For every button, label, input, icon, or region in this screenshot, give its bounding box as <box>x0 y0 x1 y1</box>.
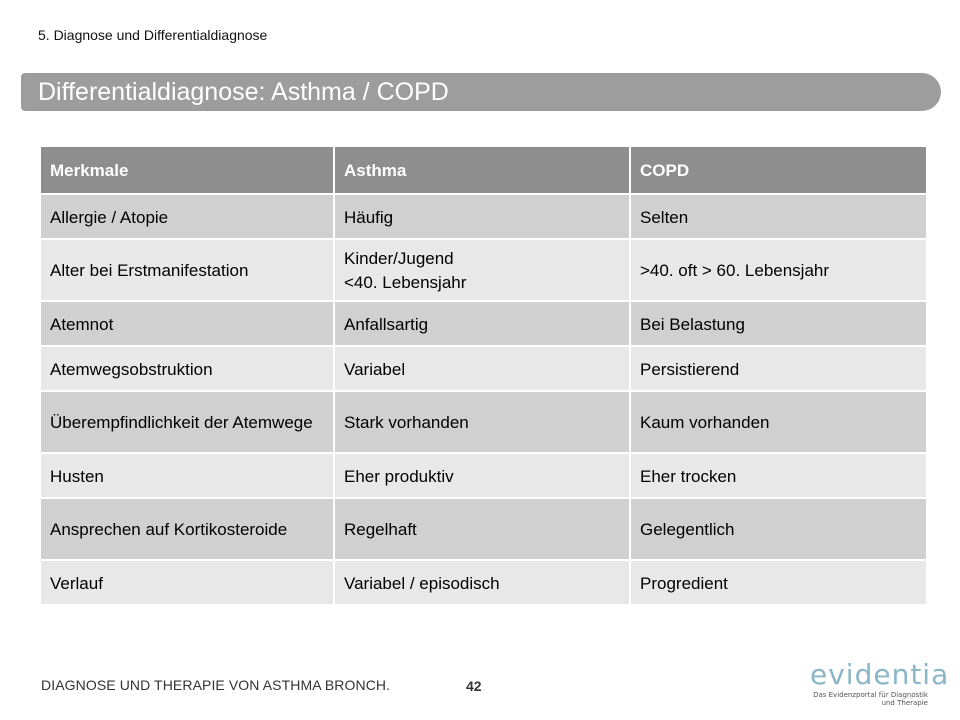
footer-text: DIAGNOSE UND THERAPIE VON ASTHMA BRONCH. <box>41 677 391 693</box>
table-cell: Eher trocken <box>630 453 926 498</box>
table-cell: >40. oft > 60. Lebensjahr <box>630 239 926 301</box>
table-row <box>41 391 926 453</box>
table-cell: Allergie / Atopie <box>41 194 334 239</box>
table-cell: Häufig <box>334 194 630 239</box>
table-cell: Regelhaft <box>334 498 630 560</box>
table-cell: Stark vorhanden <box>334 391 630 453</box>
table-cell: Anfallsartig <box>334 301 630 346</box>
table-cell: Husten <box>41 453 334 498</box>
evidentia-logo <box>810 658 950 708</box>
page-number: 42 <box>466 678 482 694</box>
column-header-merkmale: Merkmale <box>41 147 334 194</box>
table-cell: Variabel <box>334 346 630 391</box>
table-cell: Eher produktiv <box>334 453 630 498</box>
column-header-copd: COPD <box>630 147 926 194</box>
table-cell: Persistierend <box>630 346 926 391</box>
table-row <box>41 560 926 605</box>
table-cell: Atemwegsobstruktion <box>41 346 334 391</box>
differential-diagnosis-table <box>41 147 926 606</box>
table-cell: Selten <box>630 194 926 239</box>
table-cell: Überempfindlichkeit der Atemwege <box>41 391 334 453</box>
table-cell: Variabel / episodisch <box>334 560 630 605</box>
table-cell: Kaum vorhanden <box>630 391 926 453</box>
table-row <box>41 346 926 391</box>
title-bar <box>21 73 941 111</box>
table-cell: Progredient <box>630 560 926 605</box>
table-row <box>41 453 926 498</box>
logo-tagline: Das Evidenzportal für Diagnostik und Therapie <box>813 691 928 707</box>
slide-title: Differentialdiagnose: Asthma / COPD <box>38 78 449 106</box>
table-cell: Ansprechen auf Kortikosteroide <box>41 498 334 560</box>
logo-wordmark: evidentia <box>810 658 950 691</box>
table-cell: Kinder/Jugend <40. Lebensjahr <box>334 239 630 301</box>
table-header-row <box>41 147 926 194</box>
table-row <box>41 194 926 239</box>
table-cell: Gelegentlich <box>630 498 926 560</box>
table-cell: Alter bei Erstmanifestation <box>41 239 334 301</box>
table-cell: Verlauf <box>41 560 334 605</box>
table-cell: Atemnot <box>41 301 334 346</box>
section-label: 5. Diagnose und Differentialdiagnose <box>38 27 268 43</box>
table-row <box>41 239 926 301</box>
column-header-asthma: Asthma <box>334 147 630 194</box>
table-cell: Bei Belastung <box>630 301 926 346</box>
table-row <box>41 498 926 560</box>
table-row <box>41 301 926 346</box>
